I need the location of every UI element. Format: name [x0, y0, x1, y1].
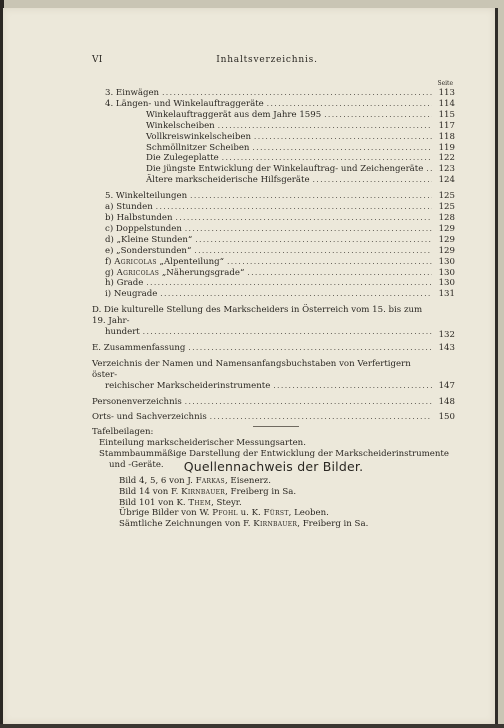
verzeichnis-label: reichischer Markscheiderinstrumente [105, 380, 271, 391]
toc-entry [92, 202, 455, 213]
leader-dots [190, 191, 432, 202]
toc-entry [92, 121, 455, 132]
leader-dots [195, 235, 432, 246]
toc-entries [92, 88, 455, 300]
leader-dots [176, 213, 432, 224]
section-d-line1: D. Die kulturelle Stellung des Markscheiders in Österreich vom 15. bis zum 19. Jahr- [92, 305, 423, 327]
toc-entry-section-e [92, 343, 455, 354]
toc-entry-label: Vollkreiswinkelscheiben [146, 131, 252, 142]
toc-entry-page: 117 [438, 120, 455, 131]
section-e-page: 143 [438, 342, 455, 353]
toc-entry-page: 128 [438, 212, 455, 223]
orts-page: 150 [438, 412, 455, 423]
leader-dots [324, 110, 432, 121]
tafelbeilagen-line1: Einteilung markscheiderischer Messungsarten. [99, 438, 306, 449]
page-number: VI [92, 55, 103, 65]
running-title: Inhaltsverzeichnis. [216, 55, 318, 65]
toc-entry-verzeichnis [92, 359, 455, 392]
leader-dots [218, 121, 432, 132]
toc-entry-page: 113 [438, 88, 455, 98]
toc-entry-label: Die Zulegeplatte [146, 153, 219, 164]
toc-entry [92, 246, 455, 257]
toc-entry-page: 131 [438, 289, 455, 300]
toc-entry [92, 132, 455, 143]
toc-entry [92, 268, 455, 279]
toc-entry [92, 99, 455, 110]
leader-dots [185, 397, 432, 408]
toc-entry [92, 175, 455, 186]
quellen-line: Bild 14 von F. Kirnbauer, Freiberg in Sa. [119, 486, 297, 497]
section-d-label: hundert [105, 327, 140, 338]
toc-entry [92, 278, 455, 289]
toc-entry-page: 114 [438, 98, 455, 109]
leader-dots [194, 246, 432, 257]
leader-dots [254, 132, 432, 143]
quellen-line: Bild 101 von K. Them, Steyr. [119, 497, 242, 508]
toc-entry-label: g) Agricolas „Näherungsgrade“ [105, 267, 245, 278]
quellen-line: Sämtliche Zeichnungen von F. Kirnbauer, Freiberg in Sa. [119, 519, 369, 530]
toc-entry-page: 118 [438, 131, 455, 142]
tafelbeilagen-line2: Stammbaummäßige Darstellung der Entwicklung der Markscheiderinstrumente [99, 449, 449, 460]
seite-label: Seite [437, 80, 453, 87]
toc-entry-page: 125 [438, 202, 455, 213]
toc-entry-section-d [92, 305, 455, 341]
toc-entry-label: i) Neugrade [105, 289, 158, 300]
verzeichnis-line2 [92, 381, 455, 392]
toc-entry [92, 143, 455, 154]
toc-entry-label: f) Agricolas „Alpenteilung“ [105, 256, 225, 267]
toc-entry-page: 115 [438, 109, 455, 120]
toc-entry-personen [92, 397, 455, 408]
toc-entry-label: 3. Einwägen [105, 88, 160, 98]
toc-entry-page: 119 [438, 142, 455, 153]
leader-dots [210, 412, 432, 423]
leader-dots [146, 278, 432, 289]
toc-entry-label: d) „Kleine Stunden“ [105, 234, 193, 245]
verzeichnis-line1: Verzeichnis der Namen und Namensanfangsbuchstaben von Verfertigern öster- [92, 358, 411, 380]
toc-entry [92, 88, 455, 99]
toc-entry [92, 191, 455, 202]
leader-dots [222, 153, 432, 164]
toc-entry-label: Winkelauftraggerät aus dem Jahre 1595 [146, 109, 322, 120]
leader-dots [426, 164, 432, 175]
leader-dots [247, 268, 432, 279]
quellen-list [119, 476, 459, 530]
toc-entry-label: b) Halbstunden [105, 212, 173, 223]
toc-entry-page: 129 [438, 245, 455, 256]
toc-entry [92, 153, 455, 164]
toc-entry-label: Winkelscheiben [146, 120, 215, 131]
toc-entry-label: Ältere markscheiderische Hilfsgeräte [146, 175, 310, 186]
toc-entry-page: 129 [438, 234, 455, 245]
toc-entry [92, 164, 455, 175]
section-d-page: 132 [438, 330, 455, 341]
toc-entry-page: 130 [438, 278, 455, 289]
leader-dots [185, 224, 432, 235]
toc-entry-label: a) Stunden [105, 202, 153, 213]
toc-entry-page: 130 [438, 256, 455, 267]
section-d-line2 [92, 327, 455, 341]
table-of-contents [92, 88, 455, 471]
section-divider [253, 426, 299, 427]
toc-entry [92, 257, 455, 268]
leader-dots [227, 257, 432, 268]
section-e-label: E. Zusammenfassung [92, 342, 186, 353]
toc-entry-orts [92, 412, 455, 423]
toc-entry-label: 5. Winkelteilungen [105, 191, 188, 202]
leader-dots [252, 143, 432, 154]
leader-dots [313, 175, 432, 186]
toc-entry-page: 129 [438, 223, 455, 234]
leader-dots [160, 289, 432, 300]
quellen-title: Quellennachweis der Bilder. [183, 459, 364, 474]
leader-dots [267, 99, 432, 110]
toc-entry-label: c) Doppelstunden [105, 223, 182, 234]
tafelbeilagen-line3: und -Geräte. [109, 460, 164, 471]
leader-dots [143, 327, 432, 338]
leader-dots [188, 343, 432, 354]
toc-entry [92, 235, 455, 246]
personen-page: 148 [438, 396, 455, 407]
leader-dots [162, 88, 432, 99]
toc-entry-label: Schmöllnitzer Scheiben [146, 142, 250, 153]
toc-entry-label: Die jüngste Entwicklung der Winkelauftrag- und Zeichengeräte [146, 164, 424, 175]
toc-entry [92, 224, 455, 235]
toc-entry-label: 4. Längen- und Winkelauftraggeräte [105, 98, 264, 109]
leader-dots [273, 381, 432, 392]
quellen-line: Übrige Bilder von W. Pfohl u. K. Fürst, Leoben. [119, 508, 329, 519]
toc-entry-label: h) Grade [105, 278, 144, 289]
toc-entry-page: 130 [438, 267, 455, 278]
page-edge [0, 724, 504, 728]
quellen-line: Bild 4, 5, 6 von J. Farkas, Eisenerz. [119, 476, 271, 486]
toc-entry-label: e) „Sonderstunden“ [105, 245, 192, 256]
toc-entry-page: 125 [438, 191, 455, 202]
verzeichnis-page: 147 [438, 380, 455, 391]
toc-entry-page: 123 [438, 164, 455, 175]
personen-label: Personenverzeichnis [92, 396, 182, 407]
toc-entry-page: 124 [438, 175, 455, 186]
toc-entry-page: 122 [438, 153, 455, 164]
orts-label: Orts- und Sachverzeichnis [92, 412, 207, 423]
toc-entry [92, 110, 455, 121]
leader-dots [156, 202, 432, 213]
tafelbeilagen-heading: Tafelbeilagen: [92, 427, 154, 438]
toc-entry [92, 289, 455, 300]
toc-entry [92, 213, 455, 224]
